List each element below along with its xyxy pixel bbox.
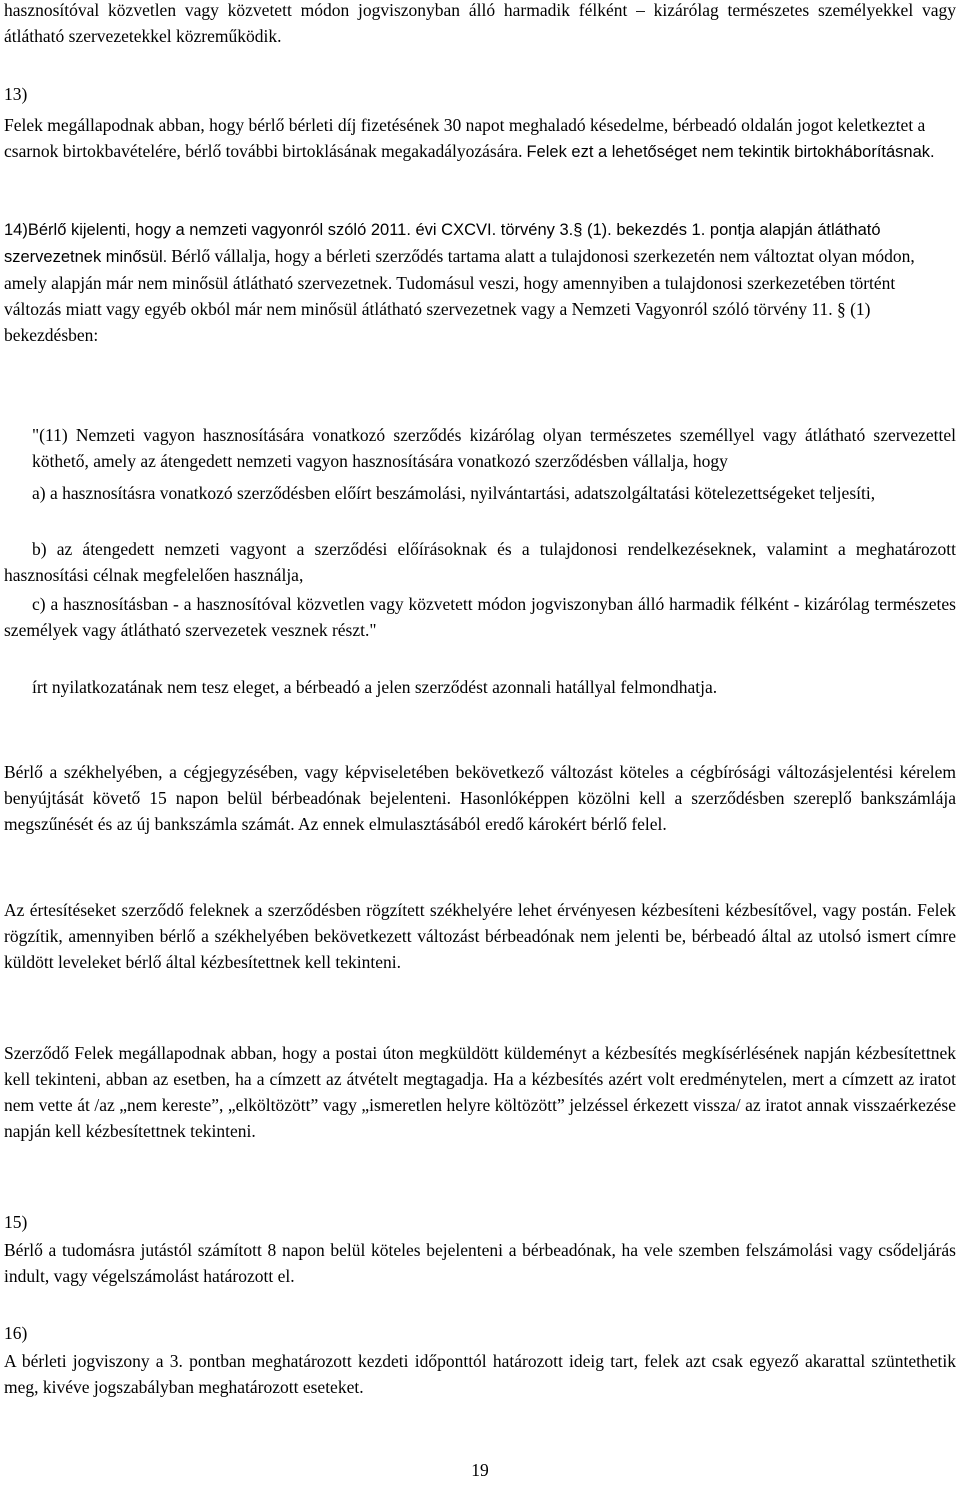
quote-item-b: b) az átengedett nemzeti vagyont a szerződési előírásoknak és a tulajdonosi rendelkezéseknek, valamint a meghatározott hasznosítási célnak megfelelően használja, — [4, 539, 956, 585]
page-number: 19 — [471, 1460, 489, 1480]
paragraph-notices: Az értesítéseket szerződő feleknek a szerződésben rögzített székhelyére lehet érvényesen kézbesíteni kézbesítővel, vagy postán. Felek rögzítik, amennyiben bérlő a székhelyében bekövetkezett változást bérbeadónak nem jelenti be, bérbeadó által az utolsó ismert címre küldött leveleket bérlő által kézbesítettnek kell tekinteni. — [4, 900, 956, 972]
section-16-text: A bérleti jogviszony a 3. pontban meghatározott kezdeti időponttól határozott ideig tart, felek azt csak egyező akarattal szüntethetik meg, kivéve jogszabályban meghatározott eseteket. — [4, 1351, 956, 1397]
quote-intro: "(11) Nemzeti vagyon hasznosítására vonatkozó szerződés kizárólag olyan természetes személlyel vagy átlátható szervezettel köthető, amely az átengedett nemzeti vagyon hasznosítására vonatkozó szerződésben vállalja, hogy — [32, 425, 956, 471]
section-16-number: 16) — [4, 1323, 28, 1343]
section-13-sans-text: Felek ezt a lehetőséget nem tekintik birtokháborításnak. — [526, 143, 935, 161]
section-15-text: Bérlő a tudomásra jutástól számított 8 napon belül köteles bejelenteni a bérbeadónak, ha vele szemben felszámolási vagy csődeljárás indult, vagy végelszámolást határozott el. — [4, 1240, 956, 1286]
section-13-serif-text: Felek megállapodnak abban, hogy bérlő bérleti díj fizetésének 30 napot meghaladó késedelme, bérbeadó oldalán jogot keletkeztet a csarnok birtokbavételére, bérlő további birtoklásának megakadályozására. — [4, 115, 926, 161]
paragraph-text: hasznosítóval közvetlen vagy közvetett módon jogviszonyban álló harmadik félként – kizárólag természetes személyekkel vagy átlátható szervezetekkel közreműködik. — [4, 0, 956, 46]
section-14-sans-text: 14)Bérlő kijelenti, hogy a nemzeti vagyonról szóló 2011. évi CXCVI. törvény 3.§ (1). bekezdés 1. pontja alapján átlátható szervezetnek minősül. — [4, 221, 881, 266]
section-14-serif-text: Bérlő vállalja, hogy a bérleti szerződés tartama alatt a tulajdonosi szerkezetén nem változtat olyan módon, amely alapján már nem minősül átlátható szervezetnek. Tudomásul veszi, hogy amennyiben a tulajdonosi szerkezetében történt változás miatt vagy egyéb okból már nem minősül átlátható szervezetnek vagy a Nemzeti Vagyonról szóló törvény 11. § (1) bekezdésben: — [4, 246, 915, 345]
section-13-text — [4, 112, 956, 165]
section-13-number: 13) — [4, 84, 28, 104]
paragraph-continued — [4, 0, 956, 49]
section-14 — [4, 217, 956, 348]
section-14-conclusion: írt nyilatkozatának nem tesz eleget, a bérbeadó a jelen szerződést azonnali hatállyal felmondhatja. — [32, 677, 718, 697]
paragraph-delivery: Szerződő Felek megállapodnak abban, hogy a postai úton megküldött küldeményt a kézbesítés megkísérlésének napján kézbesítettnek kell tekinteni, abban az esetben, ha a címzett az átvételt megtagadja. Ha a kézbesítés azért volt eredménytelen, mert a címzett az iratot nem vette át /az „nem kereste”, „elköltözött” vagy „ismeretlen helyre költözött” jelzéssel érkezett vissza/ az iratot annak visszaérkezése napján kell kézbesítettnek tekinteni. — [4, 1043, 956, 1141]
quote-item-c: c) a hasznosításban - a hasznosítóval közvetlen vagy közvetett módon jogviszonyban álló harmadik félként - kizárólag természetes személyek vagy átlátható szervezetek vesznek részt." — [4, 594, 956, 640]
section-15-number: 15) — [4, 1212, 28, 1232]
quote-item-a: a) a hasznosításra vonatkozó szerződésben előírt beszámolási, nyilvántartási, adatszolgáltatási kötelezettségeket teljesíti, — [32, 483, 876, 503]
paragraph-seat-change: Bérlő a székhelyében, a cégjegyzésében, vagy képviseletében bekövetkező változást köteles a cégbírósági változásjelentési kérelem benyújtását követő 15 napon belül bérbeadónak bejelenteni. Hasonlóképpen közölni kell a szerződésben szereplő bankszámlája megszűnését és az új bankszámla számát. Az ennek elmulasztásából eredő károkért bérlő felel. — [4, 762, 956, 834]
